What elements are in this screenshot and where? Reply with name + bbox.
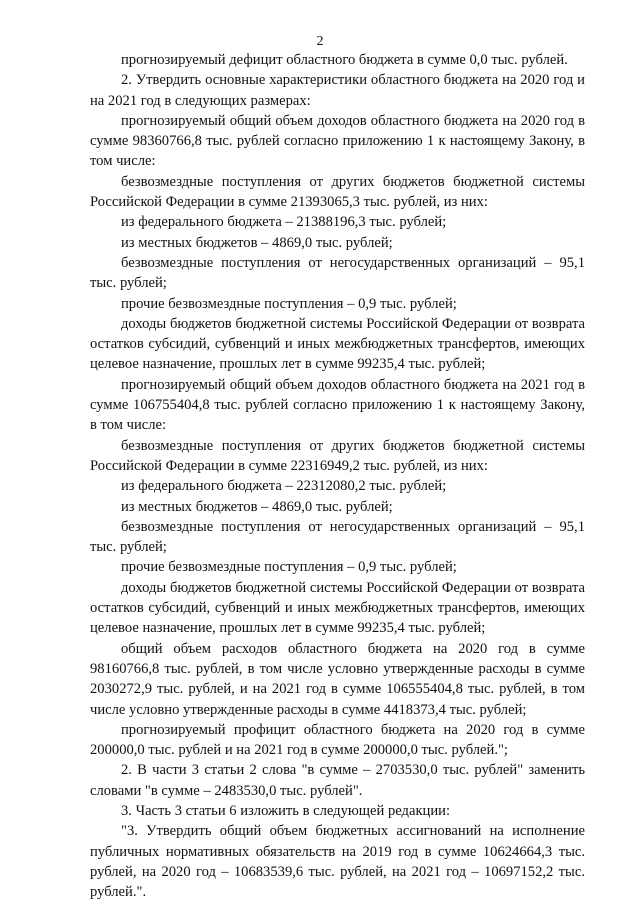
paragraph: прогнозируемый дефицит областного бюджета в сумме 0,0 тыс. рублей.	[121, 52, 568, 68]
paragraph: безвозмездные поступления от других бюджетов бюджетной системы Российской Федерации в сумме 22316949,2 тыс. рублей, из них:	[90, 437, 585, 474]
paragraph: прочие безвозмездные поступления – 0,9 тыс. рублей;	[121, 559, 457, 576]
page-number: 2	[316, 34, 324, 49]
paragraph: общий объем расходов областного бюджета на 2020 год в сумме 98160766,8 тыс. рублей, в том числе условно утвержденные расходы в сумме 2030272,9 тыс. рублей, и на 2021 год в сумме 106555404,8 тыс. рублей, в том числе условно утвержденные расходы в сумме 4418373,4 тыс. рублей;	[90, 640, 585, 718]
paragraph: безвозмездные поступления от негосударственных организаций – 95,1 тыс. рублей;	[90, 518, 585, 556]
paragraph: доходы бюджетов бюджетной системы Российской Федерации от возврата остатков субсидий, субвенций и иных межбюджетных трансфертов, имеющих целевое назначение, прошлых лет в сумме 99235,4 тыс. рублей;	[90, 315, 585, 373]
paragraph: прогнозируемый общий объем доходов областного бюджета на 2021 год в сумме 106755404,8 тыс. рублей согласно приложению 1 к настоящему Закону, в том числе:	[90, 376, 585, 434]
paragraph: из федерального бюджета – 22312080,2 тыс. рублей;	[121, 478, 447, 495]
paragraph: 2. В части 3 статьи 2 слова "в сумме – 2703530,0 тыс. рублей" заменить словами "в сумме – 2483530,0 тыс. рублей".	[90, 762, 585, 799]
paragraph: из федерального бюджета – 21388196,3 тыс. рублей;	[121, 214, 447, 231]
paragraph: "3. Утвердить общий объем бюджетных ассигнований на исполнение публичных нормативных обязательств на 2019 год в сумме 10624664,3 тыс. рублей, на 2020 год – 10683539,6 тыс. рублей, на 2021 год – 10697152,2 тыс. рублей.".	[90, 823, 585, 901]
paragraph: 3. Часть 3 статьи 6 изложить в следующей редакции:	[121, 802, 451, 819]
paragraph: из местных бюджетов – 4869,0 тыс. рублей;	[121, 498, 393, 515]
paragraph: прогнозируемый общий объем доходов областного бюджета на 2020 год в сумме 98360766,8 тыс. рублей согласно приложению 1 к настоящему Закону, в том числе:	[90, 112, 585, 170]
paragraph: безвозмездные поступления от негосударственных организаций – 95,1 тыс. рублей;	[90, 254, 585, 292]
paragraph: безвозмездные поступления от других бюджетов бюджетной системы Российской Федерации в сумме 21393065,3 тыс. рублей, из них:	[90, 173, 585, 211]
paragraph: прочие безвозмездные поступления – 0,9 тыс. рублей;	[121, 295, 457, 312]
document-body	[90, 50, 585, 902]
paragraph: прогнозируемый профицит областного бюджета на 2020 год в сумме 200000,0 тыс. рублей и на 2021 год в сумме 200000,0 тыс. рублей.";	[90, 721, 585, 759]
paragraph: доходы бюджетов бюджетной системы Российской Федерации от возврата остатков субсидий, субвенций и иных межбюджетных трансфертов, имеющих целевое назначение, прошлых лет в сумме 99235,4 тыс. рублей;	[90, 579, 585, 637]
paragraph: из местных бюджетов – 4869,0 тыс. рублей;	[121, 234, 393, 251]
paragraph: 2. Утвердить основные характеристики областного бюджета на 2020 год и на 2021 год в следующих размерах:	[90, 72, 585, 109]
